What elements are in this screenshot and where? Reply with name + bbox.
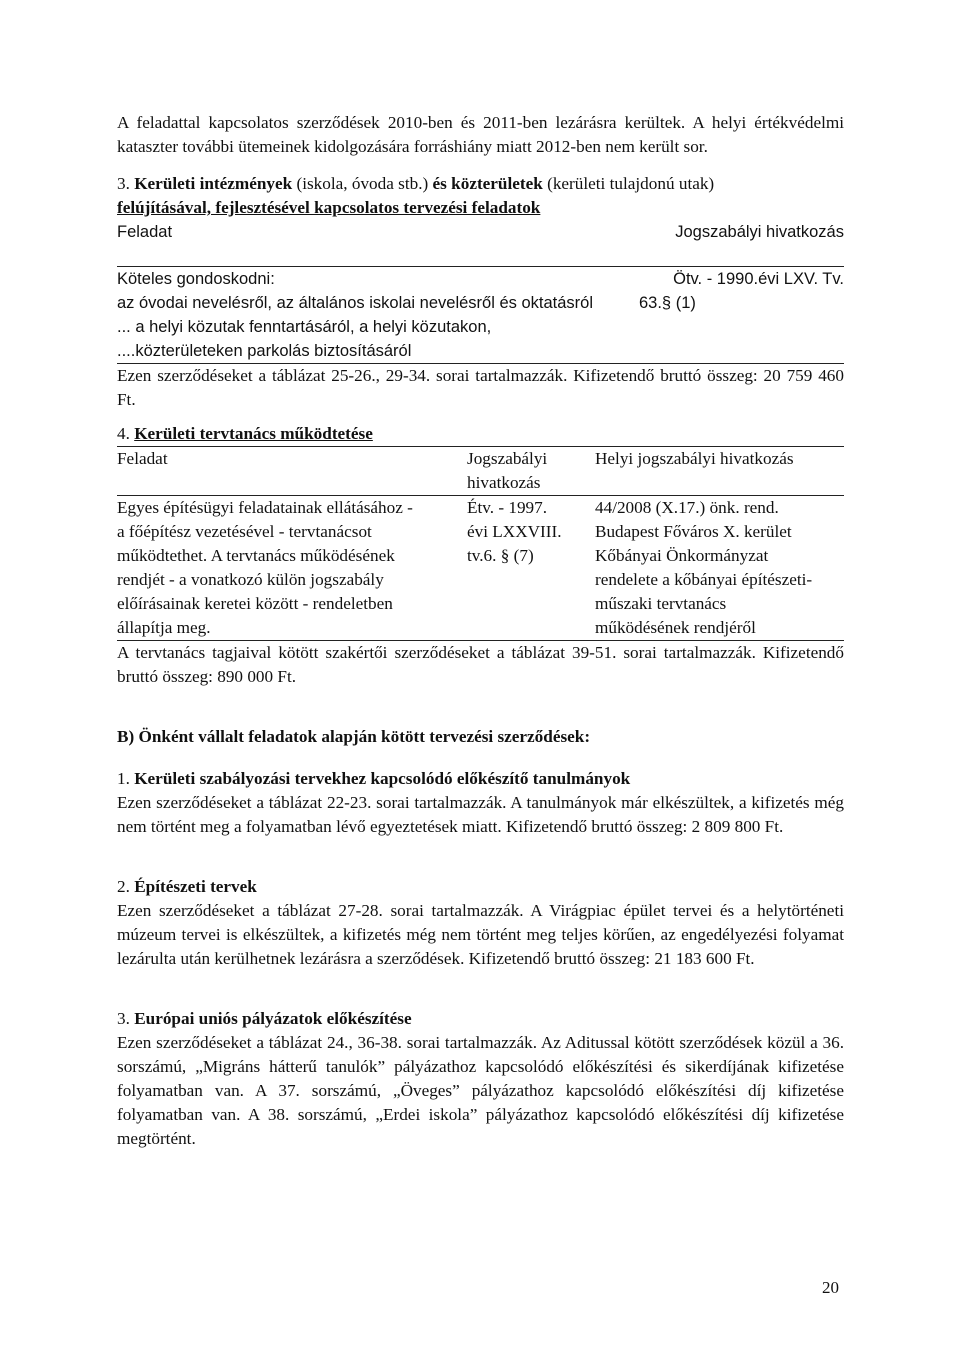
section-4-table: [117, 446, 844, 641]
table-header: Feladat Jogszabályi hivatkozás Helyi jogszabályi hivatkozás: [117, 449, 794, 492]
item-title: Kerületi szabályozási tervekhez kapcsolódó előkészítő tanulmányok: [134, 769, 631, 788]
intro-paragraph: A feladattal kapcsolatos szerződések 2010-ben és 2011-ben lezárásra kerültek. A helyi értékvédelmi kataszter további ütemeinek kidolgozására forráshiány miatt 2012-ben nem került sor.: [117, 113, 844, 156]
section-4-summary: A tervtanács tagjaival kötött szakértői szerződéseket a táblázat 39-51. sorai tartalmazzák. Kifizetendő bruttó összeg: 890 000 Ft.: [117, 643, 844, 686]
item-title: Európai uniós pályázatok előkészítése: [134, 1009, 412, 1028]
table-row: a főépítész vezetésével - tervtanácsot évi LXXVIII. Budapest Főváros X. kerület: [117, 522, 792, 541]
item-body: Ezen szerződéseket a táblázat 27-28. sorai tartalmazzák. A Virágpiac épület tervei és a helytörténeti múzeum tervei is elkészültek, a kifizetés még nem történt meg teljes körűen, az engedélyezési folyamat lezárulta után kerülhetnek lezárásra a szerződések. Kifizetendő bruttó összeg: 21 183 600 Ft.: [117, 901, 844, 968]
section-3-table: [117, 220, 844, 364]
section-b-heading: B) Önként vállalt feladatok alapján kötött tervezési szerződések:: [117, 727, 591, 746]
section-3-heading-line2: felújításával, fejlesztésével kapcsolatos tervezési feladatok: [117, 198, 541, 217]
table-row: az óvodai nevelésről, az általános iskolai nevelésről és oktatásról 63.§ (1): [117, 294, 696, 312]
item-title: Építészeti tervek: [134, 877, 257, 896]
section-4-heading: [117, 422, 844, 446]
table-header-task: Feladat: [117, 223, 173, 241]
table-row: Egyes építésügyi feladatainak ellátásához - Étv. - 1997. 44/2008 (X.17.) önk. rend.: [117, 498, 779, 517]
section-3-bold-b: és közterületek: [432, 174, 543, 193]
section-b-item-2: 2. Építészeti tervek Ezen szerződéseket a táblázat 27-28. sorai tartalmazzák. A Virágpiac épület tervei és a helytörténeti múzeum tervei is elkészültek, a kifizetés még nem történt meg teljes körűen, az engedélyezési folyamat lezárulta után kerülhetnek lezárásra a szerződések. Kifizetendő bruttó összeg: 21 183 600 Ft.: [117, 875, 844, 971]
table-row: Köteles gondoskodni: Ötv. - 1990.évi LXV. Tv.: [117, 270, 844, 288]
section-3-bold-a: Kerületi intézmények: [134, 174, 293, 193]
item-body: Ezen szerződéseket a táblázat 24., 36-38. sorai tartalmazzák. Az Aditussal kötött szerződések közül a 36. sorszámú, „Migráns hátterű tanulók” pályázathoz kapcsolódó előkészítési és sikerdíjának kifizetése folyamatban van. A 37. sorszámú, „Öveges” pályázathoz kapcsolódó előkészítési díj kifizetése folyamatban van. A 38. sorszámú, „Erdei iskola” pályázathoz kapcsolódó előkészítési díj kifizetése megtörtént.: [117, 1033, 844, 1148]
section-b-item-1: 1. Kerületi szabályozási tervekhez kapcsolódó előkészítő tanulmányok Ezen szerződéseket a táblázat 22-23. sorai tartalmazzák. A tanulmányok már elkészültek, a kifizetés még nem történt meg a folyamatban lévő egyeztetések miatt. Kifizetendő bruttó összeg: 2 809 800 Ft.: [117, 767, 844, 839]
table-row: rendjét - a vonatkozó külön jogszabály rendelete a kőbányai építészeti-: [117, 570, 813, 589]
document-page: [117, 111, 844, 1151]
section-b-item-3: 3. Európai uniós pályázatok előkészítése Ezen szerződéseket a táblázat 24., 36-38. sorai tartalmazzák. Az Aditussal kötött szerződések közül a 36. sorszámú, „Migráns hátterű tanulók” pályázathoz kapcsolódó előkészítési és sikerdíjának kifizetése folyamatban van. A 37. sorszámú, „Öveges” pályázathoz kapcsolódó előkészítési díj kifizetése folyamatban van. A 38. sorszámú, „Erdei iskola” pályázathoz kapcsolódó előkészítési díj kifizetése megtörtént.: [117, 1007, 844, 1151]
table-row: előírásainak keretei között - rendeletben műszaki tervtanács: [117, 594, 727, 613]
page-number: 20: [822, 1278, 839, 1297]
section-4-title: Kerületi tervtanács működtetése: [134, 424, 373, 443]
table-row: működtethet. A tervtanács működésének tv.6. § (7) Kőbányai Önkormányzat: [117, 546, 769, 565]
table-header-legal: Jogszabályi hivatkozás: [675, 223, 844, 241]
section-3-number: 3.: [117, 174, 130, 193]
table-header: [117, 220, 844, 244]
section-4-number: 4.: [117, 424, 130, 443]
section-3-plain-a: (iskola, óvoda stb.): [296, 174, 429, 193]
section-3-heading: [117, 172, 844, 220]
item-body: Ezen szerződéseket a táblázat 22-23. sorai tartalmazzák. A tanulmányok már elkészültek, a kifizetés még nem történt meg a folyamatban lévő egyeztetések miatt. Kifizetendő bruttó összeg: 2 809 800 Ft.: [117, 793, 844, 836]
table-row: ....közterületeken parkolás biztosításáról: [117, 342, 412, 360]
section-3-plain-b: (kerületi tulajdonú utak): [547, 174, 715, 193]
table-row: állapítja meg. működésének rendjéről: [117, 618, 756, 637]
section-3-summary: Ezen szerződéseket a táblázat 25-26., 29-34. sorai tartalmazzák. Kifizetendő bruttó összeg: 20 759 460 Ft.: [117, 366, 844, 409]
table-row: ... a helyi közutak fenntartásáról, a helyi közutakon,: [117, 318, 492, 336]
divider: [117, 363, 844, 364]
